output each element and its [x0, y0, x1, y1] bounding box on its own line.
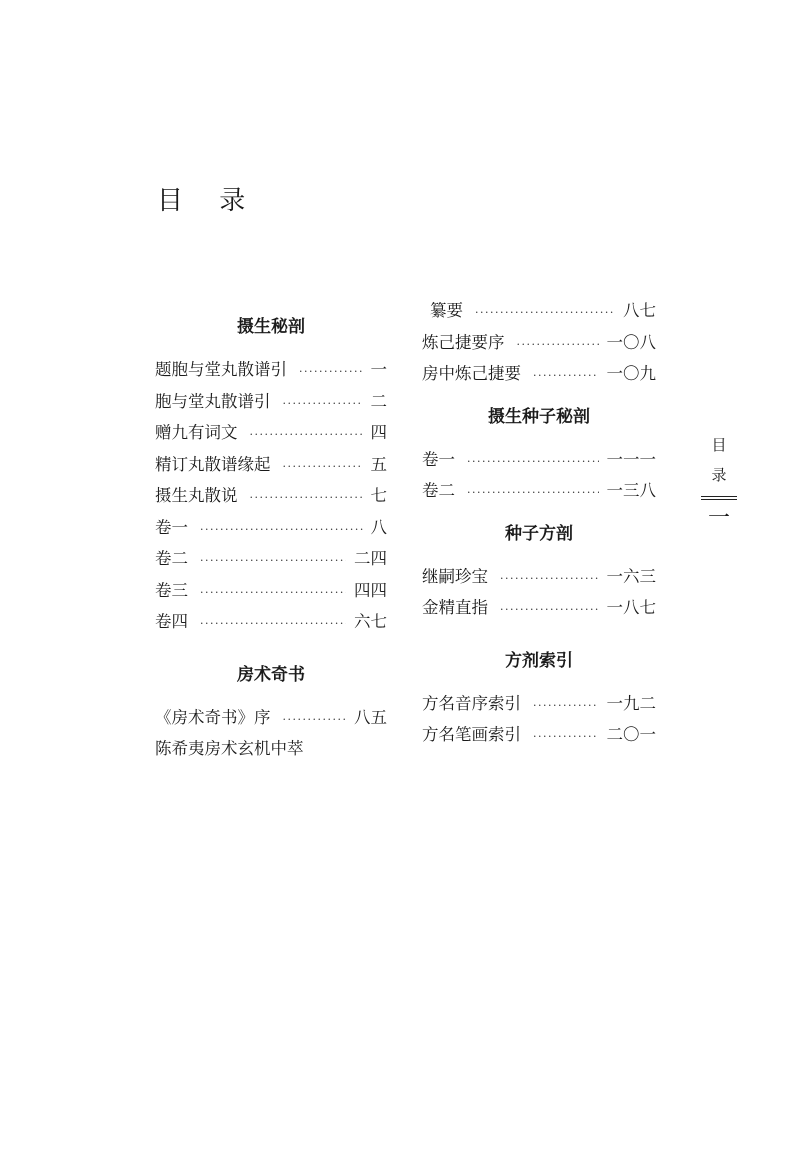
dot-leader: [283, 704, 347, 736]
toc-entry-page: 一三八: [606, 481, 656, 500]
toc-entry[interactable]: [155, 512, 387, 544]
toc-entry-page: 六七: [354, 612, 387, 631]
toc-entry-page: 八: [370, 517, 387, 537]
toc-entry[interactable]: [155, 354, 387, 386]
toc-entry-title: 赠九有词文: [155, 423, 238, 442]
dot-leader: [200, 577, 346, 609]
dot-leader: [500, 594, 599, 626]
toc-entry-title: 题胞与堂丸散谱引: [155, 360, 287, 379]
dot-leader: [533, 690, 599, 722]
toc-entry[interactable]: [155, 733, 387, 765]
dot-leader: [533, 721, 599, 753]
toc-entry-title: 方名音序索引: [422, 693, 521, 713]
toc-entry[interactable]: [422, 561, 656, 593]
toc-entry[interactable]: [422, 295, 656, 327]
toc-entry-title: 卷一: [155, 517, 188, 537]
side-running-tab: [700, 430, 738, 536]
toc-entry-page: 四: [370, 423, 387, 442]
dot-leader: [475, 297, 615, 329]
toc-entry-page: 五: [370, 454, 387, 474]
toc-entry-page: 一六三: [606, 566, 656, 586]
toc-entry[interactable]: [155, 480, 387, 512]
toc-entry-title: 金精直指: [422, 598, 488, 617]
dot-leader: [500, 563, 599, 595]
toc-entry-title: 摄生丸散说: [155, 486, 238, 505]
toc-entry[interactable]: [422, 358, 656, 390]
toc-entry[interactable]: [422, 444, 656, 476]
toc-entry[interactable]: [155, 449, 387, 481]
toc-entry-title: 陈希夷房术玄机中萃: [155, 739, 304, 758]
section-heading-shesheng-zhongzi-mipou: 摄生种子秘剖: [488, 406, 590, 427]
toc-entry-title: 《房术奇书》序: [155, 707, 271, 727]
dot-leader: [200, 608, 346, 640]
toc-entry-title: 卷二: [155, 549, 188, 568]
dot-leader: [467, 446, 599, 478]
toc-entry-title: 卷二: [422, 481, 455, 500]
dot-leader: [250, 419, 363, 451]
toc-entry[interactable]: [422, 475, 656, 507]
dot-leader: [200, 514, 363, 546]
toc-entry[interactable]: [155, 386, 387, 418]
toc-entry-title: 继嗣珍宝: [422, 566, 488, 586]
toc-entry-page: 七: [370, 486, 387, 505]
side-tab-char-2: 录: [711, 466, 727, 484]
toc-entry-title: 胞与堂丸散谱引: [155, 391, 271, 411]
side-tab-divider: [701, 496, 737, 500]
dot-leader: [533, 360, 599, 392]
dot-leader: [283, 388, 363, 420]
toc-entry[interactable]: [155, 575, 387, 607]
toc-entry-title: 卷三: [155, 580, 188, 600]
toc-entry-title: 精订丸散谱缘起: [155, 454, 271, 474]
toc-entry-page: 二四: [354, 549, 387, 568]
dot-leader: [517, 329, 599, 361]
toc-entry[interactable]: [155, 417, 387, 449]
toc-entry[interactable]: [422, 592, 656, 624]
toc-entry-title: 炼己捷要序: [422, 332, 505, 352]
section-heading-zhongzi-fangpou: 种子方剖: [505, 523, 573, 544]
toc-entry-page: 一〇八: [606, 332, 656, 352]
section-heading-fangji-suoyin: 方剂索引: [505, 650, 573, 671]
toc-entry[interactable]: [422, 327, 656, 359]
dot-leader: [200, 545, 346, 577]
section-heading-fangshu-qishu: 房术奇书: [237, 664, 305, 685]
toc-left-column: [155, 300, 387, 765]
toc-entry[interactable]: [155, 543, 387, 575]
toc-entry[interactable]: [422, 719, 656, 751]
toc-entry-title: 房中炼己捷要: [422, 364, 521, 383]
toc-entry-title: 纂要: [430, 301, 463, 320]
toc-entry-title: 卷四: [155, 612, 188, 631]
toc-right-column: [422, 295, 656, 751]
page-number: 一: [707, 506, 730, 531]
page-title: 目 录: [157, 186, 260, 216]
toc-entry-page: 八五: [354, 707, 387, 727]
toc-entry-page: 一: [370, 360, 387, 379]
toc-entry-title: 卷一: [422, 449, 455, 469]
toc-entry[interactable]: [155, 702, 387, 734]
section-heading-shesheng-mipou: 摄生秘剖: [237, 317, 305, 337]
toc-entry-page: 二〇一: [606, 725, 656, 744]
toc-entry[interactable]: [155, 606, 387, 638]
toc-entry-page: 四四: [354, 580, 387, 600]
dot-leader: [299, 356, 363, 388]
toc-entry-page: 一〇九: [606, 364, 656, 383]
dot-leader: [283, 451, 363, 483]
toc-entry-title: 方名笔画索引: [422, 725, 521, 744]
dot-leader: [467, 477, 599, 509]
toc-entry-page: 一一一: [606, 449, 656, 469]
toc-entry-page: 二: [370, 391, 387, 411]
toc-entry[interactable]: [422, 688, 656, 720]
side-tab-char-1: 目: [711, 436, 727, 454]
toc-entry-page: 八七: [623, 301, 656, 320]
toc-entry-page: 一九二: [606, 693, 656, 713]
toc-entry-page: 一八七: [606, 598, 656, 617]
dot-leader: [250, 482, 363, 514]
